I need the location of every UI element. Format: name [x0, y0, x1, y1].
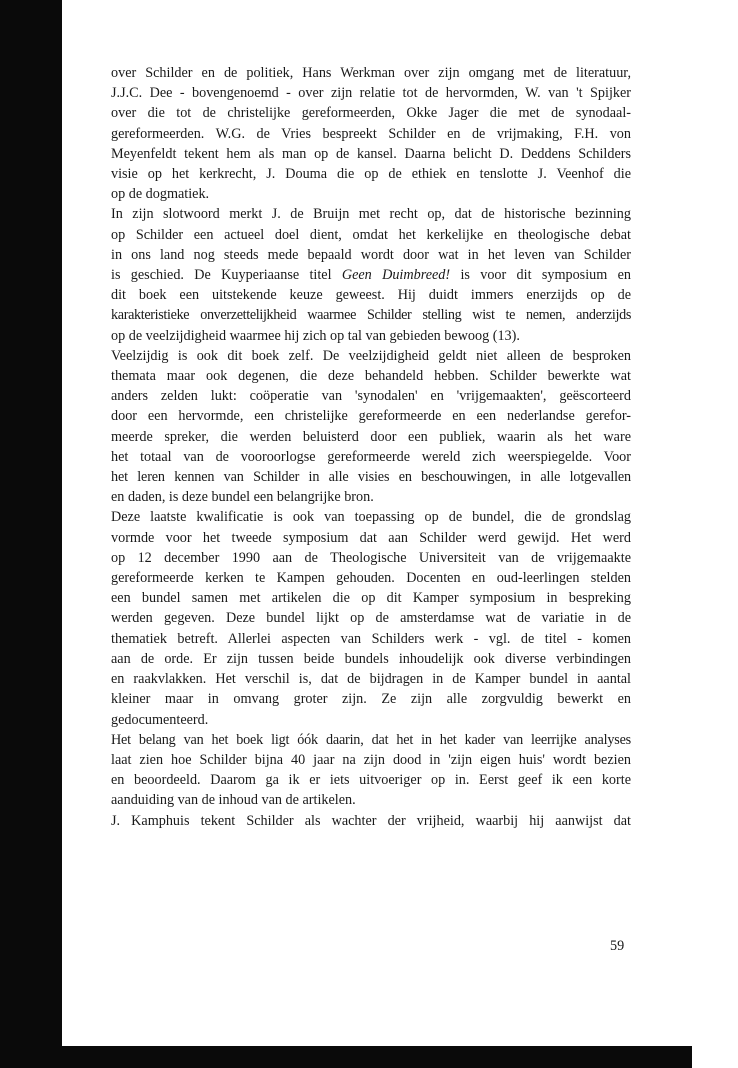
- text-line: het totaal van de vooroorlogse gereformeerde wereld zich weerspiegelde. Voor: [111, 448, 631, 465]
- paragraph-3: [111, 346, 631, 508]
- text-line: visie op het kerkrecht, J. Douma die op de ethiek en tenslotte J. Veenhof die: [111, 166, 631, 183]
- paragraph-2: [111, 204, 631, 345]
- paragraph-4: [111, 507, 631, 729]
- text-line: Deze laatste kwalificatie is ook van toepassing op de bundel, die de grondslag: [111, 509, 631, 526]
- text-line: gedocumenteerd.: [111, 711, 209, 728]
- scan-bottom-border: [62, 1046, 692, 1068]
- text-line: in ons land nog steeds mede bepaald wordt door wat in het leven van Schilder: [111, 246, 631, 263]
- text-line: aan de orde. Er zijn tussen beide bundels inhoudelijk ook diverse verbindingen: [111, 650, 631, 667]
- text-line: dit boek een uitstekende keuze geweest. Hij duidt immers enerzijds op de: [111, 287, 631, 304]
- text-line: vormde voor het tweede symposium dat aan Schilder werd gewijd. Het werd: [111, 529, 631, 546]
- paragraph-6: [111, 811, 631, 831]
- text-line: In zijn slotwoord merkt J. de Bruijn met recht op, dat de historische bezinning: [111, 206, 631, 223]
- text-line: en daden, is deze bundel een belangrijke bron.: [111, 489, 374, 506]
- text-line: op de dogmatiek.: [111, 186, 210, 203]
- text-line: op de veelzijdigheid waarmee hij zich op tal van gebieden bewoog (13).: [111, 327, 520, 344]
- text-line: Veelzijdig is ook dit boek zelf. De veelzijdigheid geldt niet alleen de besproken: [111, 347, 631, 364]
- text-line: themata maar ook degenen, die deze behandeld hebben. Schilder bewerkte wat: [111, 368, 631, 385]
- text-line: op Schilder een actueel doel dient, omdat het kerkelijke en theologische debat: [111, 226, 631, 243]
- text-line: anders zelden lukt: coöperatie van 'synodalen' en 'vrijgemaakten', geëscorteerd: [111, 388, 631, 405]
- text-line: J.J.C. Dee - bovengenoemd - over zijn relatie tot de hervormden, W. van 't Spijker: [111, 85, 631, 102]
- text-line: op 12 december 1990 aan de Theologische Universiteit van de vrijgemaakte: [111, 549, 631, 566]
- paragraph-1: [111, 63, 631, 204]
- text-line: en beoordeeld. Daarom ga ik er iets uitvoeriger op in. Eerst geef ik een korte: [111, 772, 631, 789]
- text-line: meerde spreker, die werden beluisterd door een publiek, waarin als het ware: [111, 428, 631, 445]
- page-number: 59: [610, 938, 625, 954]
- text-line: door een hervormde, een christelijke gereformeerde en een nederlandse gerefor-: [111, 408, 631, 425]
- text-line: een bundel samen met artikelen die op dit Kamper symposium in bespreking: [111, 590, 631, 607]
- text-line: kleiner maar in omvang groter zijn. Ze zijn alle zorgvuldig bewerkt en: [111, 691, 631, 708]
- text-line: aanduiding van de inhoud van de artikelen.: [111, 792, 356, 809]
- body-text: [111, 63, 631, 831]
- text-line: J. Kamphuis tekent Schilder als wachter der vrijheid, waarbij hij aanwijst dat: [111, 812, 631, 829]
- text-line: Het belang van het boek ligt óók daarin, dat het in het kader van leerrijke analyses: [111, 731, 631, 748]
- text-line: over Schilder en de politiek, Hans Werkman over zijn omgang met de literatuur,: [111, 65, 631, 81]
- text-line: en raakvlakken. Het verschil is, dat de bijdragen in de Kamper bundel in aantal: [111, 671, 631, 688]
- text-line: is geschied. De Kuyperiaanse titel Geen Duimbreed! is voor dit symposium en: [111, 267, 631, 284]
- paragraph-5: [111, 730, 631, 811]
- text-line: laat zien hoe Schilder bijna 40 jaar na zijn dood in 'zijn eigen huis' wordt bezien: [111, 751, 631, 768]
- text-line: Meyenfeldt tekent hem als man op de kansel. Daarna belicht D. Deddens Schilders: [111, 145, 631, 162]
- text-line: over die tot de christelijke gereformeerden, Okke Jager die met de synodaal-: [111, 105, 631, 122]
- text-line: thematiek betreft. Allerlei aspecten van Schilders werk - vgl. de titel - komen: [111, 630, 631, 647]
- book-title: Geen Duimbreed!: [341, 267, 451, 284]
- text-line: werden gegeven. Deze bundel lijkt op de amsterdamse wat de variatie in de: [111, 610, 631, 627]
- text-line: gereformeerden. W.G. de Vries bespreekt Schilder en de vrijmaking, F.H. von: [111, 125, 631, 142]
- text-line: gereformeerde kerken te Kampen gehouden. Docenten en oud-leerlingen stelden: [111, 570, 631, 587]
- text-line: karakteristieke onverzettelijkheid waarmee Schilder stelling wist te nemen, anderzijds: [111, 307, 631, 324]
- scan-left-border: [0, 0, 62, 1068]
- text-line: het leren kennen van Schilder in alle visies en beschouwingen, in alle lotgevallen: [111, 469, 631, 486]
